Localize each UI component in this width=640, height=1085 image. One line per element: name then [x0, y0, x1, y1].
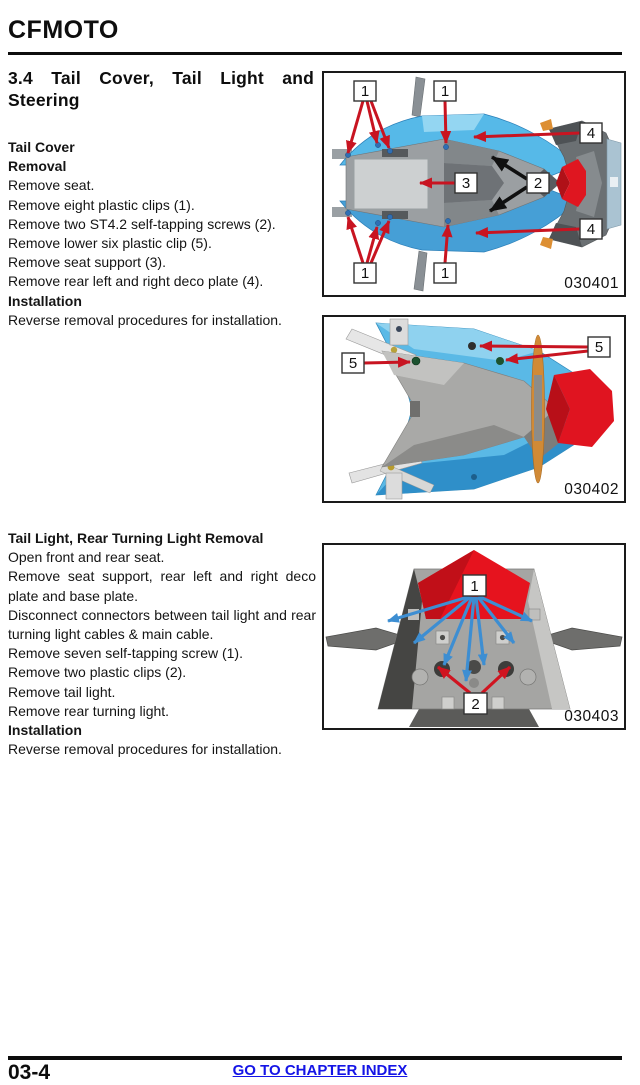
figure-030403-illustration — [324, 545, 624, 728]
installation-text: Reverse removal procedures for installation. — [8, 311, 282, 328]
svg-text:2: 2 — [471, 696, 480, 713]
callout-box-1 — [463, 575, 486, 596]
figure-number: 030402 — [564, 481, 619, 498]
removal-step: Remove rear turning light. — [8, 702, 170, 719]
tail-light-heading: Tail Light, Rear Turning Light Removal — [8, 530, 264, 546]
brand-logo-text: CFMOTO — [8, 16, 119, 44]
latch — [382, 211, 408, 219]
svg-text:5: 5 — [594, 339, 604, 356]
callout-box-5-left — [342, 353, 364, 373]
svg-text:1: 1 — [470, 578, 479, 595]
removal-step: Open front and rear seat. — [8, 549, 165, 566]
lower-clip — [412, 357, 420, 365]
removal-step: Remove rear left and right deco plate (4). — [8, 273, 264, 290]
callout-box-1a — [354, 81, 376, 101]
installation-text: Reverse removal procedures for installation. — [8, 741, 282, 758]
upper-fin — [412, 77, 425, 117]
removal-step: Remove two plastic clips (2). — [8, 664, 187, 681]
svg-text:4: 4 — [586, 221, 596, 238]
callout-box-1c — [434, 263, 456, 283]
removal-step: Disconnect connectors between tail light and rear turning light cables & main cable. — [8, 606, 316, 643]
tail-light-section — [8, 529, 316, 759]
figure-030402-illustration — [324, 317, 624, 501]
blade-spindle — [534, 375, 542, 441]
removal-step: Remove lower six plastic clip (5). — [8, 235, 212, 252]
seat-base — [354, 159, 428, 209]
tail-cover-section — [8, 138, 316, 330]
installation-heading: Installation — [8, 722, 82, 739]
tail-cover-heading: Tail Cover — [8, 139, 75, 155]
lower-clip — [471, 474, 477, 480]
chapter-index-link[interactable]: GO TO CHAPTER INDEX — [232, 1062, 408, 1079]
latch — [382, 149, 408, 157]
callout-box-4a — [580, 123, 602, 143]
footer-divider — [8, 1056, 622, 1060]
rear-plate-notch — [610, 177, 618, 187]
svg-text:1: 1 — [440, 265, 450, 282]
removal-step: Remove seat support (3). — [8, 254, 166, 271]
removal-step: Remove two ST4.2 self-tapping screws (2). — [8, 215, 276, 232]
callout-box-1d — [354, 263, 376, 283]
removal-step: Remove seat support, rear left and right deco plate and base plate. — [8, 568, 316, 604]
svg-text:3: 3 — [461, 175, 471, 192]
callout-box-3 — [455, 173, 477, 193]
removal-heading: Removal — [8, 158, 67, 175]
callout-box-5-right — [588, 337, 610, 357]
installation-heading: Installation — [8, 292, 82, 309]
removal-step: Remove seat. — [8, 177, 95, 194]
callout-box-4b — [580, 219, 602, 239]
lower-clip — [496, 357, 504, 365]
removal-step: Remove seven self-tapping screw (1). — [8, 645, 243, 662]
svg-text:2: 2 — [533, 175, 543, 192]
svg-text:1: 1 — [360, 265, 370, 282]
section-title: 3.4 Tail Cover, Tail Light and Steering — [8, 68, 314, 110]
removal-step: Remove eight plastic clips (1). — [8, 196, 195, 213]
lower-clip — [468, 342, 476, 350]
figure-030402 — [322, 315, 626, 503]
panel-slot — [410, 401, 420, 417]
figure-number: 030403 — [564, 708, 619, 725]
removal-step: Remove tail light. — [8, 683, 116, 700]
callout-box-2 — [527, 173, 549, 193]
figure-030403 — [322, 543, 626, 730]
orange-part — [540, 237, 553, 249]
linkage-bolt — [396, 326, 402, 332]
svg-text:4: 4 — [586, 125, 596, 142]
callout-box-1b — [434, 81, 456, 101]
page-number: 03-4 — [8, 1061, 51, 1084]
header-divider — [8, 52, 622, 55]
svg-text:1: 1 — [360, 83, 370, 100]
lower-fin — [414, 251, 427, 291]
figure-030401 — [322, 71, 626, 297]
svg-text:5: 5 — [348, 355, 358, 372]
figure-030401-illustration — [324, 73, 624, 295]
linkage-bracket — [386, 473, 402, 499]
figure-number: 030401 — [564, 275, 619, 292]
orange-part — [540, 119, 553, 131]
svg-text:1: 1 — [440, 83, 450, 100]
callout-box-2 — [464, 693, 487, 714]
